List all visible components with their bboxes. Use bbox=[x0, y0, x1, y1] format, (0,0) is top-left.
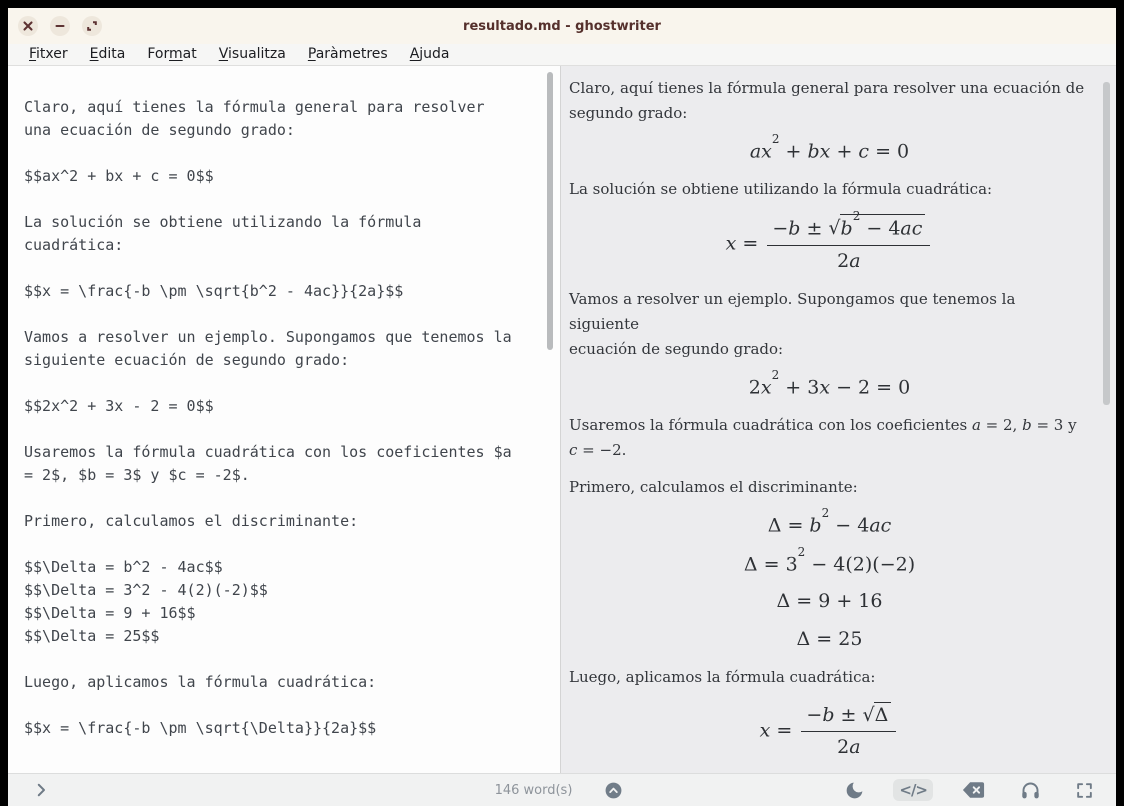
window-title: resultado.md - ghostwriter bbox=[463, 18, 661, 34]
editor-line: cuadrática: bbox=[24, 236, 124, 254]
math-block: $\Delta = 3^2 - 4(2)(-2)$ bbox=[743, 544, 916, 575]
close-icon bbox=[23, 21, 33, 31]
editor-line: $$\Delta = 3^2 - 4(2)(-2)$$ bbox=[24, 581, 268, 599]
menubar bbox=[8, 44, 1116, 66]
editor-line: = 2$, $b = 3$ y $c = -2$. bbox=[24, 466, 250, 484]
editor-line: $$\Delta = 9 + 16$$ bbox=[24, 604, 196, 622]
statusbar bbox=[8, 773, 1116, 806]
editor-line bbox=[24, 418, 530, 441]
editor-line bbox=[24, 257, 530, 280]
editor-line bbox=[24, 694, 530, 717]
editor-line: $$x = \frac{-b \pm \sqrt{b^2 - 4ac}}{2a}$$ bbox=[24, 282, 404, 300]
moon-icon bbox=[844, 780, 865, 801]
scroll-top-button[interactable] bbox=[598, 779, 629, 802]
editor-line bbox=[24, 303, 530, 326]
math-block: Δ = 9 + 16 bbox=[776, 590, 883, 613]
minimize-button[interactable] bbox=[50, 16, 70, 36]
menu-item-format[interactable]: Format bbox=[147, 46, 197, 62]
focus-audio-button[interactable] bbox=[1014, 778, 1047, 803]
preview-paragraph: La solución se obtiene utilizando la fórmula cuadrática: bbox=[569, 179, 993, 198]
headphones-icon bbox=[1020, 780, 1041, 801]
html-preview-toggle-button[interactable] bbox=[893, 779, 933, 801]
preview-pane[interactable] bbox=[561, 66, 1116, 773]
editor-pane[interactable] bbox=[8, 66, 561, 773]
chevron-up-circle-icon bbox=[604, 781, 623, 800]
word-count: 146 word(s) bbox=[494, 782, 573, 798]
editor-line: Vamos a resolver un ejemplo. Supongamos que tenemos la bbox=[24, 328, 512, 346]
editor-line bbox=[24, 533, 530, 556]
editor-line: siguiente ecuación de segundo grado: bbox=[24, 351, 350, 369]
editor-line: $$ax^2 + bx + c = 0$$ bbox=[24, 167, 214, 185]
editor-scrollbar[interactable] bbox=[547, 72, 553, 350]
math-block: Δ = 25 bbox=[796, 628, 863, 651]
math-block: $2x^2 + 3x - 2 = 0$ bbox=[748, 367, 911, 398]
editor-line: Claro, aquí tienes la fórmula general para resolver bbox=[24, 98, 485, 116]
titlebar bbox=[8, 8, 1116, 44]
editor-line: Primero, calculamos el discriminante: bbox=[24, 512, 359, 530]
fullscreen-button[interactable] bbox=[1069, 779, 1100, 802]
app-window bbox=[8, 8, 1116, 800]
maximize-icon bbox=[86, 20, 98, 32]
preview-paragraph: Claro, aquí tienes la fórmula general para resolver una ecuación de segundo grado: bbox=[569, 79, 1085, 122]
editor-line bbox=[24, 487, 530, 510]
backspace-icon bbox=[961, 780, 986, 800]
editor-line bbox=[24, 648, 530, 671]
maximize-button[interactable] bbox=[82, 16, 102, 36]
menu-item-edita[interactable]: Edita bbox=[89, 46, 126, 62]
editor-line bbox=[24, 372, 530, 395]
fullscreen-icon bbox=[1075, 781, 1094, 800]
editor-line bbox=[24, 188, 530, 211]
math-block: $ax^2$ + bx + c = 0 bbox=[749, 132, 910, 163]
editor-line: Luego, aplicamos la fórmula cuadrática: bbox=[24, 673, 377, 691]
menu-item-fitxer[interactable]: Fitxer bbox=[29, 46, 68, 62]
code-icon: </> bbox=[899, 781, 927, 800]
math-block: x = $\frac{-b \pm √b^2 - 4ac}{2a}$ bbox=[569, 214, 1090, 275]
hemingway-mode-button[interactable] bbox=[955, 778, 992, 802]
preview-paragraph: Primero, calculamos el discriminante: bbox=[569, 477, 858, 496]
sidebar-toggle-button[interactable] bbox=[26, 779, 56, 801]
close-button[interactable] bbox=[18, 16, 38, 36]
preview-paragraph: Usaremos la fórmula cuadrática con los coeficientes a = 2, b = 3 y c = −2. bbox=[569, 415, 1077, 459]
editor-line: una ecuación de segundo grado: bbox=[24, 121, 295, 139]
math-block: x = $\frac{-b \pm √\Delta}{2a}$ bbox=[569, 702, 1090, 761]
editor-line: $$\Delta = 25$$ bbox=[24, 627, 160, 645]
editor-content bbox=[8, 66, 560, 740]
editor-line: La solución se obtiene utilizando la fórmula bbox=[24, 213, 422, 231]
math-block: $\Delta = b^2 - 4ac$ bbox=[767, 505, 892, 536]
menu-item-parametres[interactable]: Paràmetres bbox=[307, 46, 388, 62]
chevron-right-icon bbox=[32, 781, 50, 799]
editor-line: $$x = \frac{-b \pm \sqrt{\Delta}}{2a}$$ bbox=[24, 719, 377, 737]
preview-content bbox=[561, 66, 1116, 761]
preview-paragraph: Vamos a resolver un ejemplo. Supongamos que tenemos la siguiente ecuación de segundo grado: bbox=[569, 289, 1016, 358]
menu-item-ajuda[interactable]: Ajuda bbox=[409, 46, 450, 62]
preview-paragraph: Luego, aplicamos la fórmula cuadrática: bbox=[569, 667, 876, 686]
editor-line: $$\Delta = b^2 - 4ac$$ bbox=[24, 558, 223, 576]
preview-scrollbar[interactable] bbox=[1103, 82, 1110, 405]
editor-line: Usaremos la fórmula cuadrática con los coeficientes $a bbox=[24, 443, 512, 461]
menu-item-visualitza[interactable]: Visualitza bbox=[218, 46, 286, 62]
main-content bbox=[8, 66, 1116, 773]
minimize-icon bbox=[55, 21, 65, 31]
editor-line: $$2x^2 + 3x - 2 = 0$$ bbox=[24, 397, 214, 415]
editor-line bbox=[24, 142, 530, 165]
dark-mode-button[interactable] bbox=[838, 778, 871, 803]
